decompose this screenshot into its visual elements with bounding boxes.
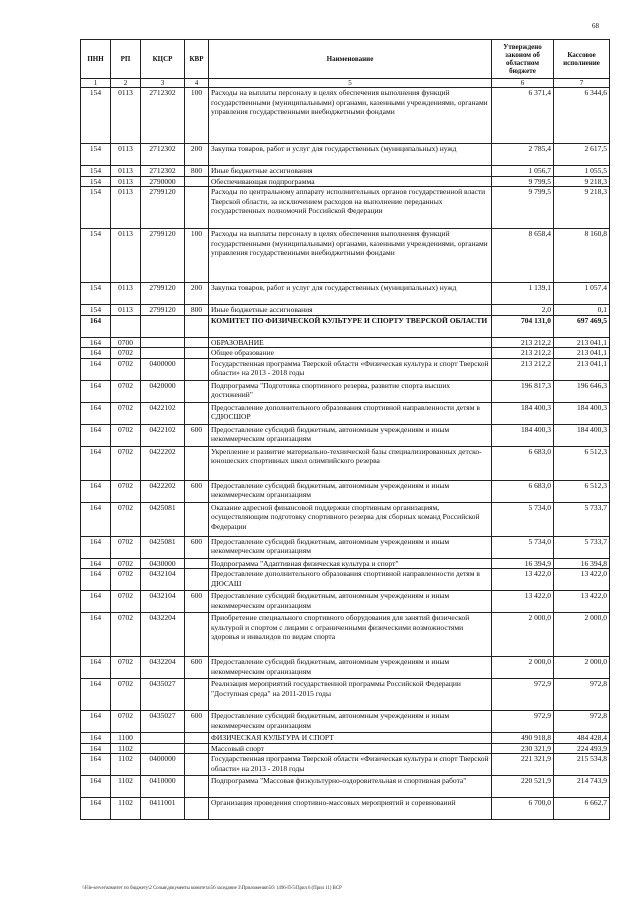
- cell-name: Реализация мероприятий государственной программы Российской Федерации "Доступная среда" на 2011-2015 годы: [209, 679, 492, 711]
- table-row: [81, 613, 610, 657]
- column-number: 1: [81, 79, 111, 88]
- table-row: [81, 502, 610, 536]
- cell-kcsr: 2712302: [141, 88, 185, 144]
- cell-name: Подпрограмма "Подготовка спортивного резерва, развитие спорта высших достижений": [209, 380, 492, 402]
- table-row: [81, 166, 610, 177]
- cell-approved: 2 000,0: [492, 613, 554, 657]
- cell-pnn: 154: [81, 176, 111, 187]
- cell-rp: 0113: [111, 144, 141, 166]
- cell-pnn: 154: [81, 187, 111, 229]
- cell-kvr: [185, 446, 209, 480]
- cell-pnn: 164: [81, 502, 111, 536]
- cell-kvr: [185, 613, 209, 657]
- table-row: [81, 305, 610, 316]
- cell-rp: 0702: [111, 424, 141, 446]
- cell-approved: 6 700,0: [492, 798, 554, 820]
- cell-name: Закупка товаров, работ и услуг для государственных (муниципальных) нужд: [209, 144, 492, 166]
- cell-kvr: 200: [185, 283, 209, 305]
- cell-pnn: 164: [81, 446, 111, 480]
- cell-rp: 0702: [111, 380, 141, 402]
- table-row: [81, 144, 610, 166]
- table-row: [81, 776, 610, 798]
- cell-kvr: [185, 402, 209, 424]
- cell-kcsr: [141, 337, 185, 348]
- cell-approved: 2,0: [492, 305, 554, 316]
- cell-name: Предоставление субсидий бюджетным, автономным учреждениям и иным некоммерческим организациям: [209, 536, 492, 558]
- cell-executed: 214 743,9: [554, 776, 610, 798]
- cell-rp: 0113: [111, 187, 141, 229]
- cell-pnn: 154: [81, 144, 111, 166]
- cell-executed: 13 422,0: [554, 591, 610, 613]
- cell-rp: 0113: [111, 229, 141, 283]
- cell-kvr: [185, 315, 209, 337]
- cell-executed: 184 400,3: [554, 424, 610, 446]
- cell-name: Расходы по центральному аппарату исполнительных органов государственной власти Тверской области, за исключением расходов на выполнение переданных государственных полномочий Российской Федерации: [209, 187, 492, 229]
- cell-executed: 16 394,8: [554, 558, 610, 569]
- column-header-rp: РП: [111, 40, 141, 79]
- table-row: [81, 315, 610, 337]
- cell-name: Предоставление субсидий бюджетным, автономным учреждениям и иным некоммерческим организациям: [209, 480, 492, 502]
- cell-kcsr: 0400000: [141, 754, 185, 776]
- table-row: [81, 283, 610, 305]
- cell-kcsr: 0425081: [141, 502, 185, 536]
- cell-executed: 9 218,3: [554, 187, 610, 229]
- cell-rp: 0700: [111, 337, 141, 348]
- cell-pnn: 164: [81, 743, 111, 754]
- cell-rp: 0702: [111, 657, 141, 679]
- table-row: [81, 480, 610, 502]
- cell-executed: 972,8: [554, 711, 610, 733]
- cell-pnn: 164: [81, 348, 111, 359]
- column-number: 6: [492, 79, 554, 88]
- column-number: 5: [209, 79, 492, 88]
- cell-kcsr: 0422202: [141, 446, 185, 480]
- table-row: [81, 446, 610, 480]
- cell-rp: 0702: [111, 402, 141, 424]
- cell-pnn: 154: [81, 229, 111, 283]
- cell-approved: 2 000,0: [492, 657, 554, 679]
- table-row: [81, 569, 610, 591]
- cell-kvr: 100: [185, 229, 209, 283]
- cell-rp: 0113: [111, 283, 141, 305]
- cell-name: Предоставление дополнительного образования спортивной направленности детям в ДЮСАШ: [209, 569, 492, 591]
- table-row: [81, 88, 610, 144]
- cell-executed: 184 400,3: [554, 402, 610, 424]
- table-row: [81, 358, 610, 380]
- cell-name: Иные бюджетные ассигнования: [209, 166, 492, 177]
- cell-approved: 6 683,0: [492, 446, 554, 480]
- cell-pnn: 154: [81, 305, 111, 316]
- cell-kcsr: 0411001: [141, 798, 185, 820]
- cell-approved: 972,9: [492, 679, 554, 711]
- cell-kcsr: [141, 733, 185, 744]
- table-row: [81, 558, 610, 569]
- cell-pnn: 164: [81, 733, 111, 744]
- cell-kcsr: 0435027: [141, 711, 185, 733]
- column-number-row: [81, 79, 610, 88]
- cell-approved: 16 394,9: [492, 558, 554, 569]
- cell-kvr: [185, 380, 209, 402]
- cell-pnn: 164: [81, 358, 111, 380]
- table-row: [81, 591, 610, 613]
- column-number: 7: [554, 79, 610, 88]
- cell-pnn: 164: [81, 424, 111, 446]
- cell-kcsr: 0425081: [141, 536, 185, 558]
- cell-rp: 1102: [111, 754, 141, 776]
- column-header-pnn: ПНН: [81, 40, 111, 79]
- cell-kcsr: [141, 743, 185, 754]
- cell-executed: 9 218,3: [554, 176, 610, 187]
- cell-kvr: [185, 776, 209, 798]
- cell-executed: 196 646,3: [554, 380, 610, 402]
- cell-approved: 6 371,4: [492, 88, 554, 144]
- cell-kcsr: 0435027: [141, 679, 185, 711]
- cell-approved: 196 817,3: [492, 380, 554, 402]
- cell-kcsr: [141, 348, 185, 359]
- cell-name: Предоставление субсидий бюджетным, автономным учреждениям и иным некоммерческим организациям: [209, 424, 492, 446]
- cell-pnn: 164: [81, 337, 111, 348]
- cell-kvr: 600: [185, 711, 209, 733]
- cell-name: Обеспечивающая подпрограмма: [209, 176, 492, 187]
- cell-kcsr: 0410000: [141, 776, 185, 798]
- footer-file-path: \\File-server\комитет по бюджету\2 Созыв\документы комитета\56 заседание 3\Приложения\56\ 1496-П-5\Прил 6 (Прил 11) ВСР: [82, 886, 342, 891]
- column-header-kcsr: КЦСР: [141, 40, 185, 79]
- cell-kvr: [185, 348, 209, 359]
- cell-rp: 0702: [111, 536, 141, 558]
- cell-rp: 0113: [111, 176, 141, 187]
- cell-pnn: 164: [81, 679, 111, 711]
- cell-pnn: 164: [81, 480, 111, 502]
- header-row: [81, 40, 610, 79]
- table-row: [81, 380, 610, 402]
- cell-rp: 0113: [111, 305, 141, 316]
- cell-executed: 2 000,0: [554, 613, 610, 657]
- cell-kcsr: 0432204: [141, 657, 185, 679]
- cell-approved: 221 321,9: [492, 754, 554, 776]
- cell-kcsr: 2712302: [141, 166, 185, 177]
- cell-rp: 0702: [111, 502, 141, 536]
- cell-rp: 1102: [111, 776, 141, 798]
- cell-kcsr: 2799120: [141, 305, 185, 316]
- cell-name: Подпрограмма "Массовая физкультурно-оздоровительная и спортивная работа": [209, 776, 492, 798]
- page-number: 68: [592, 22, 599, 30]
- cell-rp: 0113: [111, 166, 141, 177]
- cell-rp: 0702: [111, 591, 141, 613]
- cell-kvr: [185, 798, 209, 820]
- cell-approved: 13 422,0: [492, 569, 554, 591]
- cell-pnn: 164: [81, 380, 111, 402]
- cell-pnn: 164: [81, 776, 111, 798]
- cell-approved: 213 212,2: [492, 337, 554, 348]
- cell-approved: 220 521,9: [492, 776, 554, 798]
- cell-approved: 1 056,7: [492, 166, 554, 177]
- cell-pnn: 164: [81, 711, 111, 733]
- cell-pnn: 164: [81, 558, 111, 569]
- cell-approved: 8 658,4: [492, 229, 554, 283]
- cell-kvr: 200: [185, 144, 209, 166]
- cell-pnn: 164: [81, 569, 111, 591]
- cell-kcsr: 0422202: [141, 480, 185, 502]
- cell-kcsr: 0432204: [141, 613, 185, 657]
- cell-kcsr: 0400000: [141, 358, 185, 380]
- table-row: [81, 187, 610, 229]
- cell-pnn: 164: [81, 657, 111, 679]
- cell-pnn: 164: [81, 754, 111, 776]
- cell-pnn: 154: [81, 88, 111, 144]
- cell-approved: 13 422,0: [492, 591, 554, 613]
- cell-rp: 0702: [111, 480, 141, 502]
- cell-name: Расходы на выплаты персоналу в целях обеспечения выполнения функций государственными (муниципальными) органами, казенными учреждениями, органами управления государственными внебюджетными фондами: [209, 88, 492, 144]
- column-number: 4: [185, 79, 209, 88]
- column-header-kvr: КВР: [185, 40, 209, 79]
- cell-approved: 230 321,9: [492, 743, 554, 754]
- cell-kvr: [185, 187, 209, 229]
- cell-pnn: 164: [81, 591, 111, 613]
- cell-name: Предоставление субсидий бюджетным, автономным учреждениям и иным некоммерческим организациям: [209, 591, 492, 613]
- cell-kvr: [185, 733, 209, 744]
- table-row: [81, 711, 610, 733]
- cell-rp: 1102: [111, 798, 141, 820]
- cell-kvr: [185, 679, 209, 711]
- table-row: [81, 754, 610, 776]
- cell-executed: 1 057,4: [554, 283, 610, 305]
- table-row: [81, 402, 610, 424]
- cell-kcsr: 0430000: [141, 558, 185, 569]
- cell-executed: 6 512,3: [554, 446, 610, 480]
- cell-approved: 184 400,3: [492, 402, 554, 424]
- cell-name: Организация проведения спортивно-массовых мероприятий и соревнований: [209, 798, 492, 820]
- cell-rp: 0702: [111, 358, 141, 380]
- cell-kcsr: 2799120: [141, 187, 185, 229]
- table-row: [81, 337, 610, 348]
- cell-pnn: 164: [81, 315, 111, 337]
- cell-kvr: [185, 176, 209, 187]
- cell-approved: 6 683,0: [492, 480, 554, 502]
- cell-kvr: [185, 558, 209, 569]
- table-row: [81, 424, 610, 446]
- cell-approved: 2 785,4: [492, 144, 554, 166]
- cell-pnn: 154: [81, 166, 111, 177]
- cell-rp: 0702: [111, 711, 141, 733]
- cell-executed: 8 160,8: [554, 229, 610, 283]
- cell-name: Предоставление дополнительного образования спортивной направленности детям в СДЮСШОР: [209, 402, 492, 424]
- cell-executed: 0,1: [554, 305, 610, 316]
- cell-rp: 0702: [111, 569, 141, 591]
- cell-name: Укрепление и развитие материально-технической базы специализированных детско-юношеских спортивных школ олимпийского резерва: [209, 446, 492, 480]
- cell-approved: 213 212,2: [492, 348, 554, 359]
- cell-approved: 972,9: [492, 711, 554, 733]
- cell-pnn: 164: [81, 613, 111, 657]
- cell-kcsr: 0432104: [141, 569, 185, 591]
- cell-name: Предоставление субсидий бюджетным, автономным учреждениям и иным некоммерческим организациям: [209, 711, 492, 733]
- cell-kcsr: 2790000: [141, 176, 185, 187]
- cell-name: Предоставление субсидий бюджетным, автономным учреждениям и иным некоммерческим организациям: [209, 657, 492, 679]
- cell-name: Массовый спорт: [209, 743, 492, 754]
- column-header-executed: Кассовое исполнение: [554, 40, 610, 79]
- cell-executed: 484 428,4: [554, 733, 610, 744]
- cell-rp: [111, 315, 141, 337]
- cell-executed: 215 534,8: [554, 754, 610, 776]
- cell-rp: 1102: [111, 743, 141, 754]
- cell-rp: 0702: [111, 679, 141, 711]
- cell-name: Государственная программа Тверской области «Физическая культура и спорт Тверской области» на 2013 - 2018 годы: [209, 358, 492, 380]
- cell-executed: 224 493,9: [554, 743, 610, 754]
- cell-kvr: 100: [185, 88, 209, 144]
- budget-table: [80, 39, 610, 820]
- cell-rp: 0702: [111, 558, 141, 569]
- cell-rp: 0702: [111, 613, 141, 657]
- table-row: [81, 798, 610, 820]
- cell-executed: 697 469,5: [554, 315, 610, 337]
- table-row: [81, 657, 610, 679]
- cell-executed: 213 041,1: [554, 348, 610, 359]
- cell-kcsr: 2799120: [141, 283, 185, 305]
- cell-approved: 490 918,8: [492, 733, 554, 744]
- cell-executed: 6 512,3: [554, 480, 610, 502]
- cell-name: Подпрограмма "Адаптивная физическая культура и спорт": [209, 558, 492, 569]
- cell-approved: 704 131,0: [492, 315, 554, 337]
- cell-approved: 213 212,2: [492, 358, 554, 380]
- cell-kvr: 800: [185, 166, 209, 177]
- cell-kvr: [185, 358, 209, 380]
- column-header-name: Наименование: [209, 40, 492, 79]
- cell-kcsr: [141, 315, 185, 337]
- cell-approved: 5 734,0: [492, 536, 554, 558]
- cell-executed: 6 662,7: [554, 798, 610, 820]
- cell-name: КОМИТЕТ ПО ФИЗИЧЕСКОЙ КУЛЬТУРЕ И СПОРТУ ТВЕРСКОЙ ОБЛАСТИ: [209, 315, 492, 337]
- cell-name: Иные бюджетные ассигнования: [209, 305, 492, 316]
- cell-kcsr: 2799120: [141, 229, 185, 283]
- cell-rp: 0702: [111, 446, 141, 480]
- cell-approved: 9 799,5: [492, 187, 554, 229]
- cell-executed: 1 055,5: [554, 166, 610, 177]
- cell-kvr: [185, 502, 209, 536]
- cell-name: Расходы на выплаты персоналу в целях обеспечения выполнения функций государственными (муниципальными) органами, казенными учреждениями, органами управления государственными внебюджетными фондами: [209, 229, 492, 283]
- cell-pnn: 154: [81, 283, 111, 305]
- cell-executed: 213 041,1: [554, 358, 610, 380]
- cell-pnn: 164: [81, 402, 111, 424]
- cell-rp: 0113: [111, 88, 141, 144]
- cell-rp: 0702: [111, 348, 141, 359]
- cell-name: ФИЗИЧЕСКАЯ КУЛЬТУРА И СПОРТ: [209, 733, 492, 744]
- cell-executed: 5 733,7: [554, 536, 610, 558]
- cell-kcsr: 0422102: [141, 424, 185, 446]
- table-row: [81, 176, 610, 187]
- cell-rp: 1100: [111, 733, 141, 744]
- cell-executed: 5 733,7: [554, 502, 610, 536]
- cell-name: Государственная программа Тверской области «Физическая культура и спорт Тверской области» на 2013 - 2018 годы: [209, 754, 492, 776]
- table-row: [81, 679, 610, 711]
- cell-executed: 213 041,1: [554, 337, 610, 348]
- cell-kvr: [185, 569, 209, 591]
- cell-kvr: [185, 743, 209, 754]
- cell-name: Закупка товаров, работ и услуг для государственных (муниципальных) нужд: [209, 283, 492, 305]
- cell-approved: 1 139,1: [492, 283, 554, 305]
- cell-executed: 6 344,6: [554, 88, 610, 144]
- cell-kvr: 600: [185, 536, 209, 558]
- cell-executed: 13 422,0: [554, 569, 610, 591]
- table-row: [81, 229, 610, 283]
- cell-name: Приобретение специального спортивного оборудования для занятий физической культурой и спортом с лицами с ограниченными физическими возможностями здоровья и инвалидов по видам спорта: [209, 613, 492, 657]
- cell-kvr: 600: [185, 480, 209, 502]
- cell-kvr: 800: [185, 305, 209, 316]
- cell-approved: 184 400,3: [492, 424, 554, 446]
- cell-executed: 2 000,0: [554, 657, 610, 679]
- cell-kvr: [185, 337, 209, 348]
- cell-name: Общее образование: [209, 348, 492, 359]
- cell-kvr: 600: [185, 424, 209, 446]
- table-row: [81, 348, 610, 359]
- cell-approved: 5 734,0: [492, 502, 554, 536]
- column-header-approved: Утверждено законом об областном бюджете: [492, 40, 554, 79]
- cell-executed: 972,8: [554, 679, 610, 711]
- cell-approved: 9 799,5: [492, 176, 554, 187]
- cell-name: ОБРАЗОВАНИЕ: [209, 337, 492, 348]
- cell-kcsr: 0422102: [141, 402, 185, 424]
- cell-kcsr: 0432104: [141, 591, 185, 613]
- column-number: 2: [111, 79, 141, 88]
- table-row: [81, 733, 610, 744]
- cell-pnn: 164: [81, 536, 111, 558]
- cell-kvr: [185, 754, 209, 776]
- cell-kvr: 600: [185, 657, 209, 679]
- cell-kvr: 600: [185, 591, 209, 613]
- cell-kcsr: 2712302: [141, 144, 185, 166]
- table-row: [81, 743, 610, 754]
- table-row: [81, 536, 610, 558]
- cell-kcsr: 0420000: [141, 380, 185, 402]
- column-number: 3: [141, 79, 185, 88]
- cell-executed: 2 617,5: [554, 144, 610, 166]
- cell-name: Оказание адресной финансовой поддержки спортивным организациям, осуществляющим подготовку спортивного резерва для сборных команд Российской Федерации: [209, 502, 492, 536]
- cell-pnn: 164: [81, 798, 111, 820]
